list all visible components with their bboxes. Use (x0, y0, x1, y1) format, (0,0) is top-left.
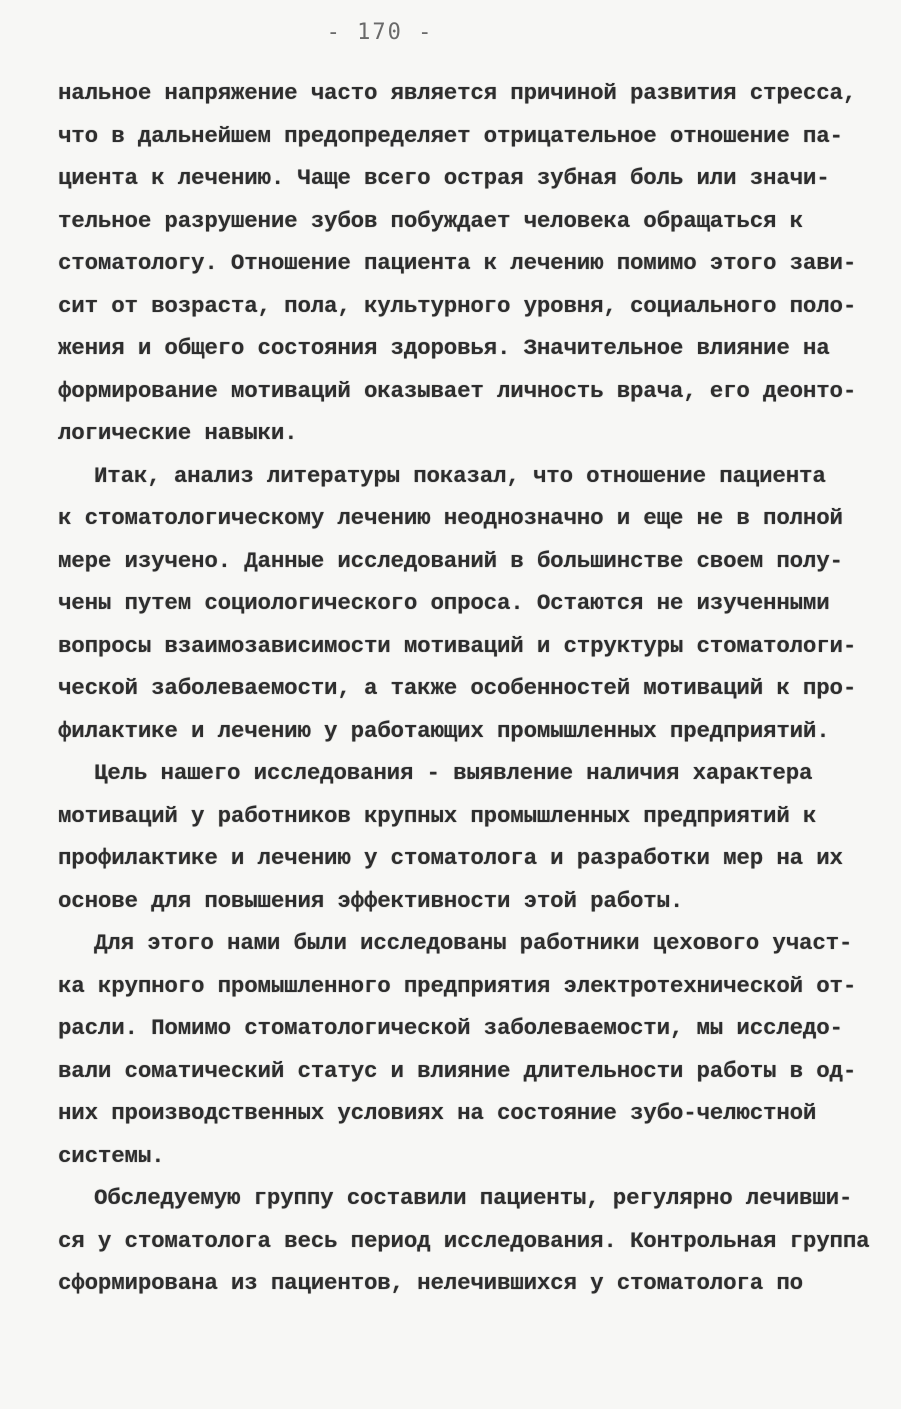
text-line: расли. Помимо стоматологической заболеваемости, мы исследо- (58, 1015, 843, 1041)
text-line: основе для повышения эффективности этой работы. (58, 887, 684, 914)
text-line: Для этого нами были исследованы работники цехового участ- (94, 930, 853, 956)
text-line: сит от возраста, пола, культурного уровня, социального поло- (58, 292, 857, 319)
text-line: что в дальнейшем предопределяет отрицательное отношение па- (58, 122, 843, 149)
text-line: вали соматический статус и влияние длительности работы в од- (58, 1057, 857, 1084)
text-line: нальное напряжение часто является причиной развития стресса, (58, 80, 857, 106)
text-line: мотиваций у работников крупных промышленных предприятий к (58, 802, 817, 829)
text-line: жения и общего состояния здоровья. Значительное влияние на (58, 335, 830, 361)
text-line: Итак, анализ литературы показал, что отношение пациента (94, 462, 826, 489)
text-line: логические навыки. (58, 420, 298, 446)
text-line: них производственных условиях на состояние зубо-челюстной (58, 1100, 817, 1126)
body-text (58, 72, 868, 1305)
text-line: мере изучено. Данные исследований в большинстве своем полу- (58, 547, 843, 574)
text-line: формирование мотиваций оказывает личность врача, его деонто- (58, 377, 857, 404)
text-line: к стоматологическому лечению неоднозначно и еще не в полной (58, 505, 843, 531)
text-line: профилактике и лечению у стоматолога и разработки мер на их (58, 845, 843, 871)
text-line: тельное разрушение зубов побуждает человека обращаться к (58, 207, 803, 234)
text-line: циента к лечению. Чаще всего острая зубная боль или значи- (58, 165, 830, 191)
text-line: ся у стоматолога весь период исследования. Контрольная группа (58, 1227, 870, 1254)
text-line: ка крупного промышленного предприятия электротехнической от- (58, 972, 857, 999)
text-line: вопросы взаимозависимости мотиваций и структуры стоматологи- (58, 632, 857, 659)
text-line: сформирована из пациентов, нелечившихся у стоматолога по (58, 1270, 803, 1296)
text-line: системы. (58, 1142, 165, 1169)
text-line: ческой заболеваемости, а также особенностей мотиваций к про- (58, 675, 857, 701)
text-line: Цель нашего исследования - выявление наличия характера (94, 760, 813, 786)
text-line: чены путем социологического опроса. Остаются не изученными (58, 590, 830, 616)
text-line: филактике и лечению у работающих промышленных предприятий. (58, 717, 830, 744)
text-line: Обследуемую группу составили пациенты, регулярно лечивши- (94, 1185, 853, 1211)
page-number: - 170 - (326, 20, 434, 45)
text-line: стоматологу. Отношение пациента к лечению помимо этого зави- (58, 250, 857, 276)
